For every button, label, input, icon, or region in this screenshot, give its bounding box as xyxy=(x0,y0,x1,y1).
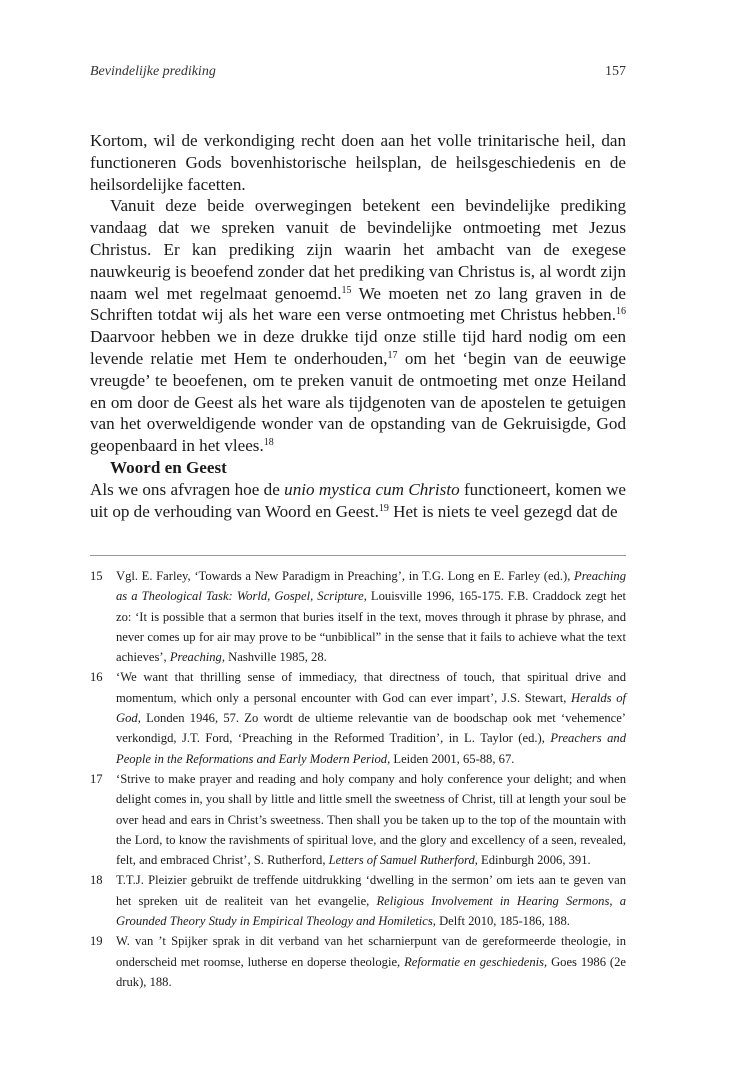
footnotes xyxy=(90,566,626,992)
body-text xyxy=(90,130,626,522)
footnote-number: 18 xyxy=(90,873,103,888)
footnote-number: 17 xyxy=(90,771,103,786)
paragraph-2-text-b: We moeten net zo lang graven in de Schriften totdat wij als het ware een verse ontmoeting met Christus hebben. xyxy=(90,283,626,325)
footnote-number: 16 xyxy=(90,670,103,685)
footnote-ref-15[interactable]: 15 xyxy=(341,284,352,296)
footnote-ref-18[interactable]: 18 xyxy=(263,437,274,449)
footnote-ref-16[interactable]: 16 xyxy=(616,306,626,318)
paragraph-3-text-c: Het is niets te veel gezegd dat de xyxy=(388,501,618,521)
paragraph-1: Kortom, wil de verkondiging recht doen aan het volle trinitarische heil, dan functioneren Gods bovenhistorische heilsplan, de heilsgeschiedenis en de heilsordelijke facetten. xyxy=(90,131,626,194)
footnote-number: 19 xyxy=(90,934,103,949)
footnote-text: ‘We want that thrilling sense of immediacy, that directness of touch, that spiritual drive and momentum, which only a personal encounter with God can ever impart’, J.S. Stewart, Heralds of God, Londen 1946, 57. Zo wordt de ultieme relevantie van de boodschap ook met ‘vehemence’ verkondigd, J.T. Ford, ‘Preaching in the Reformed Tradition’, in L. Taylor (ed.), Preachers and People in the Reformations and Early Modern Period, Leiden 2001, 65-88, 67. xyxy=(116,670,627,766)
paragraph-2 xyxy=(90,195,626,457)
footnote-text: Vgl. E. Farley, ‘Towards a New Paradigm in Preaching’, in T.G. Long en E. Farley (ed.), Preaching as a Theological Task: World, Gospel, Scripture, Louisville 1996, 165-175. F.B. Craddock zegt het zo: ‘It is possible that a sermon that buries itself in the text, moves through it phrase by phrase, and never comes up for air may prove to be “unbiblical” in the sense that it fails to achieve what the text achieves’, Preaching, Nashville 1985, 28. xyxy=(116,569,626,665)
footnote-text: T.T.J. Pleizier gebruikt de treffende uitdrukking ‘dwelling in the sermon’ om iets aan te geven van het spreken uit de realiteit van het evangelie, Religious Involvement in Hearing Sermons, a Grounded Theory Study in Empirical Theology and Homiletics, Delft 2010, 185-186, 188. xyxy=(116,873,626,929)
paragraph-3 xyxy=(90,479,626,523)
paragraph-3-text-b: functioneert, komen we uit op de verhouding van Woord en Geest. xyxy=(90,479,627,521)
section-heading: Woord en Geest xyxy=(110,457,227,477)
footnote-ref-17[interactable]: 17 xyxy=(387,349,398,361)
paragraph-2-text-c: Daarvoor hebben we in deze drukke tijd onze stille tijd hard nodig om een levende relatie met Hem te onderhouden, xyxy=(90,327,626,368)
footnote xyxy=(90,566,626,667)
footnote-separator xyxy=(90,555,626,556)
paragraph-2-text-a: Vanuit deze beide overwegingen betekent een bevindelijke prediking vandaag dat we spreken vanuit de bevindelijke ontmoeting met Jezus Christus. Er kan prediking zijn waarin het ambacht van de exegese nauwkeurig is beoefend zonder dat het prediking van Christus is, al wordt zijn naam wel met regelmaat genoemd. xyxy=(90,196,626,303)
paragraph-2-text-d: om het ‘begin van de eeuwige vreugde’ te beoefenen, om te preken vanuit de ontmoeting met onze Heiland en om door de Geest als het ware als tijdgenoten van de apostelen te getuigen van het overweldigende wonder van de opstanding van de Gekruisigde, God geopenbaard in het vlees. xyxy=(90,348,626,456)
paragraph-3-italic: unio mystica cum Christo xyxy=(284,479,460,499)
footnote-text: ‘Strive to make prayer and reading and holy company and holy conference your delight; and when delight comes in, you shall by little and little smell the sweetness of Christ, till at length your soul be over head and ears in Christ’s sweetness. Then shall you be taken up to the top of the mountain with the Lord, to know the ravishments of spiritual love, and the glory and excellency of a seen, revealed, felt, and embraced Christ’, S. Rutherford, Letters of Samuel Rutherford, Edinburgh 2006, 391. xyxy=(116,771,626,868)
footnote-number: 15 xyxy=(90,569,103,583)
running-title: Bevindelijke prediking xyxy=(90,64,216,79)
page-number: 157 xyxy=(605,64,626,79)
footnote xyxy=(90,870,626,931)
running-head xyxy=(90,64,626,80)
paragraph-3-text-a: Als we ons afvragen hoe de xyxy=(90,479,285,499)
footnote xyxy=(90,769,626,870)
footnote-text: W. van ’t Spijker sprak in dit verband van het scharnierpunt van de gereformeerde theologie, in onderscheid met roomse, lutherse en doperse theologie, Reformatie en geschiedenis, Goes 1986 (2e druk), 188. xyxy=(116,934,626,989)
footnote xyxy=(90,931,626,992)
footnote-ref-19[interactable]: 19 xyxy=(378,502,389,514)
footnote xyxy=(90,667,626,768)
